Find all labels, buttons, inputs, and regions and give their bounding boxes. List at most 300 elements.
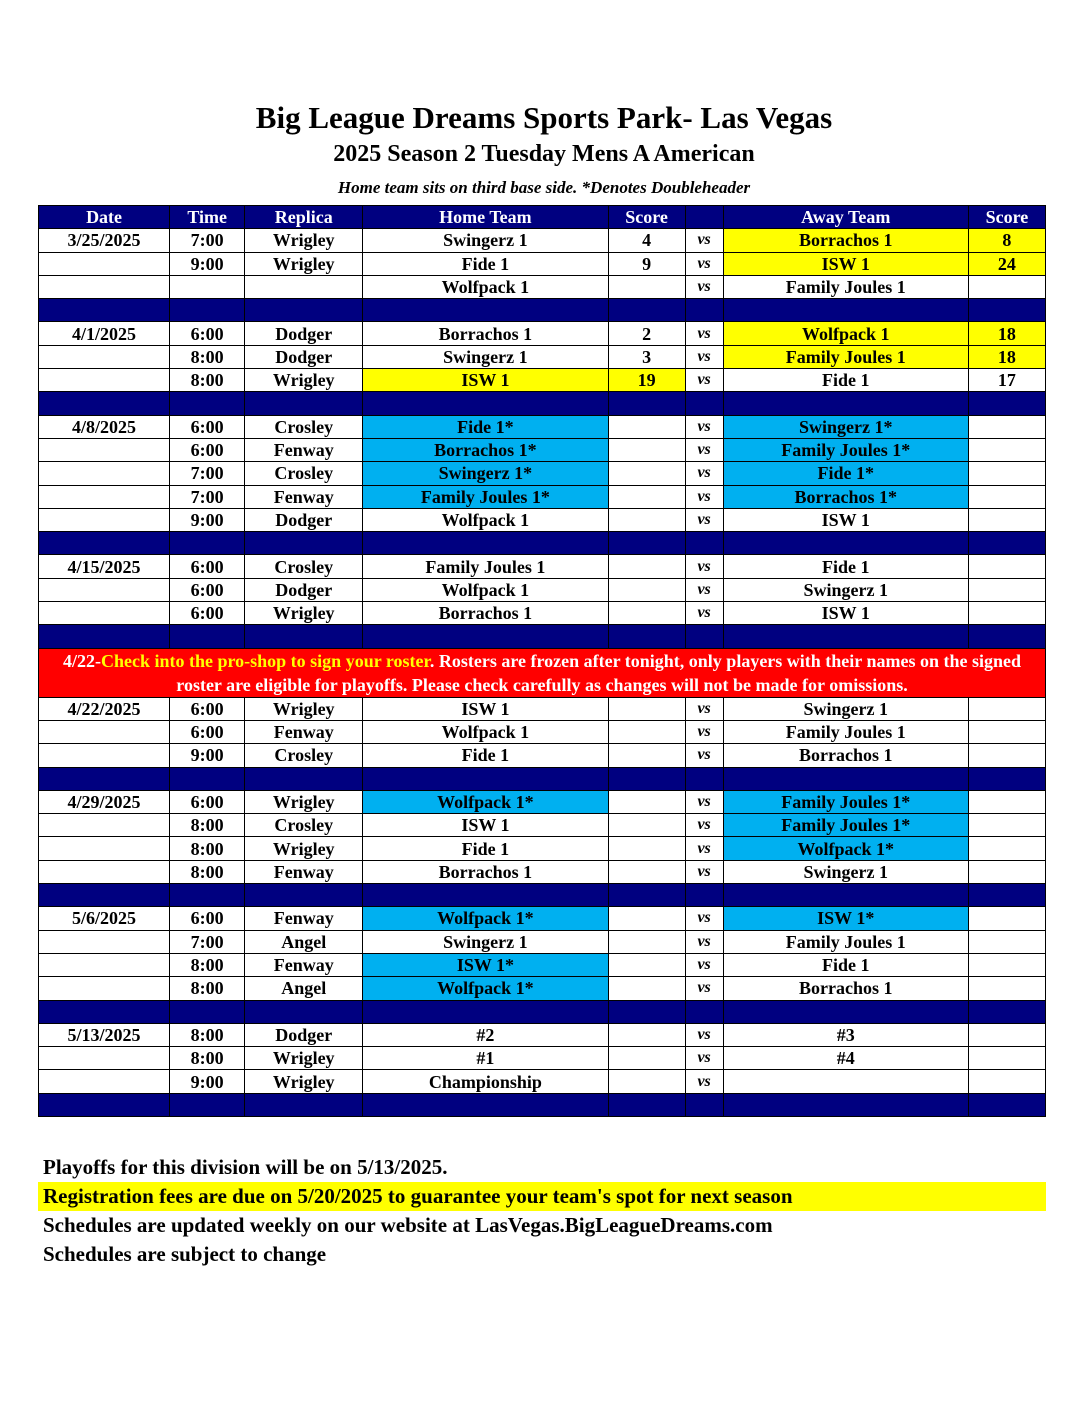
away-score: 18: [968, 322, 1045, 345]
separator-cell: [968, 767, 1045, 790]
vs-label: vs: [685, 907, 723, 930]
game-row: [39, 953, 1046, 976]
game-date: [39, 369, 170, 392]
away-score: [968, 485, 1045, 508]
page-title: Big League Dreams Sports Park- Las Vegas: [255, 100, 833, 135]
home-team: Borrachos 1: [363, 602, 608, 625]
separator-cell: [968, 1093, 1045, 1116]
home-score: [608, 275, 685, 298]
separator-cell: [363, 1093, 608, 1116]
home-score: 4: [608, 229, 685, 252]
game-field: Wrigley: [245, 229, 363, 252]
separator-cell: [608, 625, 685, 648]
game-field: Crosley: [245, 462, 363, 485]
game-date: [39, 438, 170, 461]
away-score: [968, 508, 1045, 531]
vs-label: vs: [685, 578, 723, 601]
separator-cell: [723, 532, 968, 555]
game-field: Fenway: [245, 907, 363, 930]
separator-cell: [723, 1000, 968, 1023]
away-team: #4: [723, 1047, 968, 1070]
separator-cell: [170, 625, 245, 648]
separator-cell: [363, 884, 608, 907]
home-score: [608, 720, 685, 743]
subject-to-change-note: Schedules are subject to change: [43, 1242, 327, 1266]
game-date: 5/6/2025: [39, 907, 170, 930]
vs-label: vs: [685, 415, 723, 438]
separator-cell: [608, 532, 685, 555]
home-team: Wolfpack 1: [363, 578, 608, 601]
separator-cell: [170, 1093, 245, 1116]
game-row: [39, 720, 1046, 743]
away-team: ISW 1: [723, 602, 968, 625]
game-date: [39, 462, 170, 485]
game-row: [39, 602, 1046, 625]
separator-cell: [170, 532, 245, 555]
home-score: [608, 930, 685, 953]
game-field: Fenway: [245, 720, 363, 743]
notice-prefix: 4/22-: [62, 650, 101, 671]
separator-cell: [685, 1093, 723, 1116]
home-team: Swingerz 1: [363, 345, 608, 368]
away-score: [968, 720, 1045, 743]
home-score: [608, 1047, 685, 1070]
away-score: [968, 860, 1045, 883]
away-score: [968, 790, 1045, 813]
game-row: [39, 907, 1046, 930]
home-score: [608, 415, 685, 438]
separator-cell: [723, 1093, 968, 1116]
game-date: [39, 744, 170, 767]
away-team: Wolfpack 1*: [723, 837, 968, 860]
game-date: [39, 860, 170, 883]
home-team: Borrachos 1*: [363, 438, 608, 461]
game-time: 8:00: [170, 369, 245, 392]
away-team: #3: [723, 1023, 968, 1046]
home-score: [608, 790, 685, 813]
game-time: 8:00: [170, 860, 245, 883]
separator-cell: [170, 392, 245, 415]
separator-cell: [245, 884, 363, 907]
vs-label: vs: [685, 229, 723, 252]
separator-cell: [363, 767, 608, 790]
away-score: [968, 697, 1045, 720]
separator-cell: [170, 1000, 245, 1023]
game-field: Crosley: [245, 415, 363, 438]
home-team: Wolfpack 1*: [363, 790, 608, 813]
away-team: Swingerz 1*: [723, 415, 968, 438]
week-separator-row: [39, 392, 1046, 415]
home-team: Fide 1: [363, 837, 608, 860]
home-score: [608, 953, 685, 976]
separator-cell: [39, 299, 170, 322]
away-team: Fide 1: [723, 555, 968, 578]
col-home-score: Score: [608, 206, 685, 229]
game-time: 9:00: [170, 1070, 245, 1093]
away-team: Swingerz 1: [723, 860, 968, 883]
separator-cell: [170, 767, 245, 790]
game-date: [39, 1070, 170, 1093]
game-date: [39, 930, 170, 953]
separator-cell: [968, 299, 1045, 322]
game-date: [39, 953, 170, 976]
separator-cell: [723, 767, 968, 790]
game-time: 8:00: [170, 977, 245, 1000]
game-field: Dodger: [245, 578, 363, 601]
away-score: [968, 275, 1045, 298]
game-field: Wrigley: [245, 837, 363, 860]
game-row: [39, 462, 1046, 485]
separator-cell: [363, 625, 608, 648]
separator-cell: [363, 299, 608, 322]
separator-cell: [363, 1000, 608, 1023]
away-team: Swingerz 1: [723, 578, 968, 601]
game-date: [39, 275, 170, 298]
away-team: Family Joules 1: [723, 930, 968, 953]
vs-label: vs: [685, 744, 723, 767]
home-team: ISW 1: [363, 697, 608, 720]
game-time: 7:00: [170, 930, 245, 953]
vs-label: vs: [685, 1070, 723, 1093]
game-row: [39, 814, 1046, 837]
game-time: 6:00: [170, 697, 245, 720]
separator-cell: [968, 532, 1045, 555]
game-time: 8:00: [170, 345, 245, 368]
game-time: 9:00: [170, 252, 245, 275]
away-score: [968, 953, 1045, 976]
separator-cell: [363, 392, 608, 415]
home-team: Wolfpack 1: [363, 720, 608, 743]
home-score: [608, 814, 685, 837]
away-team: Wolfpack 1: [723, 322, 968, 345]
game-field: Fenway: [245, 438, 363, 461]
separator-cell: [245, 392, 363, 415]
week-separator-row: [39, 299, 1046, 322]
home-team: #1: [363, 1047, 608, 1070]
home-score: [608, 907, 685, 930]
game-date: 4/22/2025: [39, 697, 170, 720]
game-field: Wrigley: [245, 790, 363, 813]
game-field: Wrigley: [245, 697, 363, 720]
home-team: Family Joules 1: [363, 555, 608, 578]
vs-label: vs: [685, 462, 723, 485]
game-row: [39, 322, 1046, 345]
home-team: Championship: [363, 1070, 608, 1093]
game-row: [39, 860, 1046, 883]
game-row: [39, 930, 1046, 953]
col-time: Time: [170, 206, 245, 229]
home-team: Wolfpack 1: [363, 508, 608, 531]
away-score: [968, 415, 1045, 438]
away-team: Fide 1: [723, 369, 968, 392]
away-team: Family Joules 1: [723, 275, 968, 298]
home-team: ISW 1*: [363, 953, 608, 976]
game-time: 6:00: [170, 322, 245, 345]
home-team: #2: [363, 1023, 608, 1046]
game-row: [39, 415, 1046, 438]
home-score: [608, 555, 685, 578]
home-score: 19: [608, 369, 685, 392]
away-team: Borrachos 1: [723, 744, 968, 767]
away-team: Fide 1*: [723, 462, 968, 485]
table-header-row: [39, 206, 1046, 229]
away-team: Borrachos 1*: [723, 485, 968, 508]
away-score: 18: [968, 345, 1045, 368]
separator-cell: [245, 625, 363, 648]
away-team: Family Joules 1*: [723, 814, 968, 837]
separator-cell: [245, 299, 363, 322]
home-team: Family Joules 1*: [363, 485, 608, 508]
separator-cell: [245, 1093, 363, 1116]
separator-cell: [170, 299, 245, 322]
home-team: Fide 1: [363, 252, 608, 275]
away-score: [968, 602, 1045, 625]
week-separator-row: [39, 884, 1046, 907]
vs-label: vs: [685, 438, 723, 461]
week-separator-row: [39, 1000, 1046, 1023]
game-time: 8:00: [170, 837, 245, 860]
separator-cell: [39, 392, 170, 415]
away-team: ISW 1: [723, 508, 968, 531]
separator-cell: [968, 625, 1045, 648]
vs-label: vs: [685, 555, 723, 578]
vs-label: vs: [685, 345, 723, 368]
away-score: [968, 1023, 1045, 1046]
separator-cell: [245, 767, 363, 790]
away-team: [723, 1070, 968, 1093]
roster-notice-row: [39, 648, 1046, 697]
away-score: [968, 1070, 1045, 1093]
away-score: [968, 930, 1045, 953]
game-date: [39, 977, 170, 1000]
away-score: [968, 814, 1045, 837]
col-date: Date: [39, 206, 170, 229]
game-date: 4/1/2025: [39, 322, 170, 345]
game-date: [39, 578, 170, 601]
game-row: [39, 345, 1046, 368]
game-field: Wrigley: [245, 369, 363, 392]
separator-cell: [608, 299, 685, 322]
game-date: [39, 602, 170, 625]
away-team: Borrachos 1: [723, 977, 968, 1000]
website-note: Schedules are updated weekly on our website at LasVegas.BigLeagueDreams.com: [43, 1213, 773, 1237]
away-team: Family Joules 1*: [723, 438, 968, 461]
game-field: Wrigley: [245, 252, 363, 275]
separator-cell: [723, 625, 968, 648]
col-away-team: Away Team: [723, 206, 968, 229]
vs-label: vs: [685, 790, 723, 813]
game-time: 8:00: [170, 1023, 245, 1046]
game-date: [39, 1047, 170, 1070]
home-score: [608, 977, 685, 1000]
vs-label: vs: [685, 814, 723, 837]
roster-notice: [39, 648, 1046, 697]
game-row: [39, 438, 1046, 461]
away-score: [968, 837, 1045, 860]
separator-cell: [39, 1093, 170, 1116]
separator-cell: [685, 1000, 723, 1023]
game-field: Crosley: [245, 814, 363, 837]
game-field: Fenway: [245, 953, 363, 976]
home-score: 3: [608, 345, 685, 368]
vs-label: vs: [685, 953, 723, 976]
vs-label: vs: [685, 485, 723, 508]
vs-label: vs: [685, 977, 723, 1000]
game-row: [39, 1023, 1046, 1046]
separator-cell: [968, 392, 1045, 415]
game-date: [39, 345, 170, 368]
separator-cell: [39, 625, 170, 648]
game-date: 4/8/2025: [39, 415, 170, 438]
game-row: [39, 229, 1046, 252]
separator-cell: [608, 767, 685, 790]
vs-label: vs: [685, 252, 723, 275]
registration-note: Registration fees are due on 5/20/2025 to guarantee your team's spot for next season: [38, 1182, 1046, 1211]
game-date: 3/25/2025: [39, 229, 170, 252]
game-row: [39, 578, 1046, 601]
game-row: [39, 1070, 1046, 1093]
game-time: 6:00: [170, 720, 245, 743]
separator-cell: [723, 299, 968, 322]
game-time: [170, 275, 245, 298]
game-time: 9:00: [170, 508, 245, 531]
vs-label: vs: [685, 837, 723, 860]
away-score: [968, 578, 1045, 601]
separator-cell: [685, 625, 723, 648]
vs-label: vs: [685, 275, 723, 298]
away-team: Swingerz 1: [723, 697, 968, 720]
game-row: [39, 485, 1046, 508]
away-score: 24: [968, 252, 1045, 275]
home-team: Borrachos 1: [363, 322, 608, 345]
away-team: Family Joules 1: [723, 345, 968, 368]
away-score: [968, 907, 1045, 930]
separator-cell: [608, 1093, 685, 1116]
game-time: 6:00: [170, 555, 245, 578]
away-score: [968, 1047, 1045, 1070]
game-field: Angel: [245, 930, 363, 953]
separator-cell: [685, 392, 723, 415]
game-field: Angel: [245, 977, 363, 1000]
game-row: [39, 1047, 1046, 1070]
separator-cell: [685, 532, 723, 555]
week-separator-row: [39, 625, 1046, 648]
game-field: Crosley: [245, 744, 363, 767]
game-time: 8:00: [170, 1047, 245, 1070]
game-row: [39, 508, 1046, 531]
notice-rest: . Rosters are frozen after tonight, only players with their names on the signed roster are eligible for playoffs. Please check carefully as changes will not be made for omissions.: [176, 650, 1021, 695]
week-separator-row: [39, 767, 1046, 790]
away-score: 17: [968, 369, 1045, 392]
vs-label: vs: [685, 602, 723, 625]
separator-cell: [39, 884, 170, 907]
separator-cell: [170, 884, 245, 907]
separator-cell: [608, 392, 685, 415]
home-team: Swingerz 1*: [363, 462, 608, 485]
vs-label: vs: [685, 508, 723, 531]
game-field: [245, 275, 363, 298]
game-time: 6:00: [170, 415, 245, 438]
away-team: Fide 1: [723, 953, 968, 976]
home-score: [608, 438, 685, 461]
col-away-score: Score: [968, 206, 1045, 229]
game-time: 6:00: [170, 602, 245, 625]
col-replica: Replica: [245, 206, 363, 229]
home-score: [608, 1070, 685, 1093]
game-time: 6:00: [170, 578, 245, 601]
home-team: ISW 1: [363, 814, 608, 837]
separator-cell: [608, 884, 685, 907]
away-team: ISW 1: [723, 252, 968, 275]
separator-cell: [685, 884, 723, 907]
game-date: [39, 508, 170, 531]
game-field: Fenway: [245, 485, 363, 508]
home-team: Wolfpack 1*: [363, 977, 608, 1000]
vs-label: vs: [685, 1023, 723, 1046]
game-time: 9:00: [170, 744, 245, 767]
vs-label: vs: [685, 720, 723, 743]
game-date: [39, 814, 170, 837]
separator-cell: [608, 1000, 685, 1023]
notice-highlight: Check into the pro-shop to sign your roster: [100, 650, 430, 671]
separator-cell: [363, 532, 608, 555]
home-score: [608, 578, 685, 601]
game-time: 7:00: [170, 485, 245, 508]
week-separator-row: [39, 1093, 1046, 1116]
game-date: 5/13/2025: [39, 1023, 170, 1046]
home-team: Fide 1*: [363, 415, 608, 438]
game-date: [39, 252, 170, 275]
away-score: [968, 744, 1045, 767]
home-team: Swingerz 1: [363, 930, 608, 953]
game-row: [39, 744, 1046, 767]
away-score: [968, 555, 1045, 578]
vs-label: vs: [685, 697, 723, 720]
vs-label: vs: [685, 1047, 723, 1070]
game-field: Dodger: [245, 1023, 363, 1046]
home-score: [608, 697, 685, 720]
game-time: 8:00: [170, 953, 245, 976]
game-row: [39, 275, 1046, 298]
game-field: Wrigley: [245, 1070, 363, 1093]
home-team: Wolfpack 1*: [363, 907, 608, 930]
home-score: [608, 602, 685, 625]
separator-cell: [968, 1000, 1045, 1023]
game-row: [39, 790, 1046, 813]
game-field: Dodger: [245, 508, 363, 531]
home-team: Borrachos 1: [363, 860, 608, 883]
game-time: 6:00: [170, 790, 245, 813]
col-vs: [685, 206, 723, 229]
game-field: Wrigley: [245, 602, 363, 625]
game-time: 7:00: [170, 462, 245, 485]
separator-cell: [685, 299, 723, 322]
home-score: [608, 1023, 685, 1046]
vs-label: vs: [685, 322, 723, 345]
separator-cell: [39, 532, 170, 555]
home-team: Wolfpack 1: [363, 275, 608, 298]
game-time: 6:00: [170, 438, 245, 461]
separator-cell: [245, 532, 363, 555]
away-score: 8: [968, 229, 1045, 252]
col-home-team: Home Team: [363, 206, 608, 229]
away-team: Family Joules 1*: [723, 790, 968, 813]
away-score: [968, 462, 1045, 485]
game-time: 6:00: [170, 907, 245, 930]
game-field: Wrigley: [245, 1047, 363, 1070]
game-row: [39, 837, 1046, 860]
home-score: 2: [608, 322, 685, 345]
